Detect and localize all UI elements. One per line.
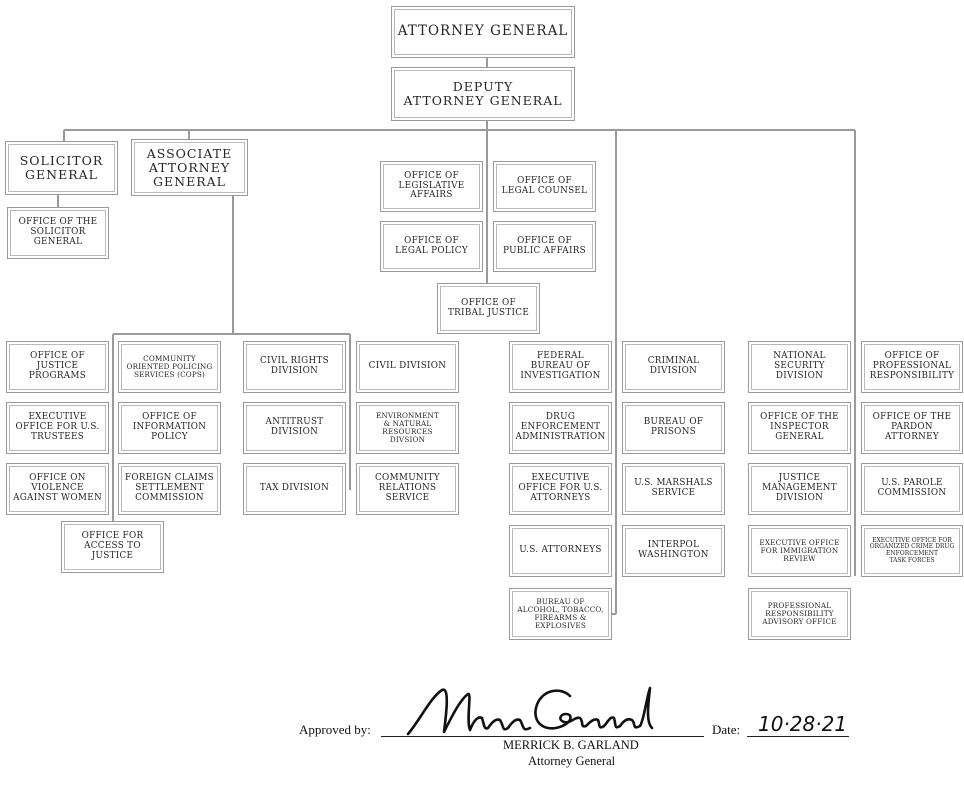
node-executive-office-for-ocdetf: EXECUTIVE OFFICE FOR ORGANIZED CRIME DRUG ENFORCEMENT TASK FORCES	[861, 525, 963, 577]
node-office-of-professional-responsibility: OFFICE OF PROFESSIONAL RESPONSIBILITY	[861, 341, 963, 393]
node-deputy-attorney-general: DEPUTY ATTORNEY GENERAL	[391, 67, 575, 121]
node-federal-bureau-of-investigation: FEDERAL BUREAU OF INVESTIGATION	[509, 341, 612, 393]
node-solicitor-general: SOLICITOR GENERAL	[5, 141, 118, 195]
node-justice-management-division: JUSTICE MANAGEMENT DIVISION	[748, 463, 851, 515]
node-bureau-of-alcohol-tobacco-firearms-explosives: BUREAU OF ALCOHOL, TOBACCO, FIREARMS & EXPLOSIVES	[509, 588, 612, 640]
node-executive-office-for-immigration-review: EXECUTIVE OFFICE FOR IMMIGRATION REVIEW	[748, 525, 851, 577]
node-national-security-division: NATIONAL SECURITY DIVISION	[748, 341, 851, 393]
approved-by-label: Approved by:	[299, 722, 371, 737]
node-office-of-information-policy: OFFICE OF INFORMATION POLICY	[118, 402, 221, 454]
node-community-relations-service: COMMUNITY RELATIONS SERVICE	[356, 463, 459, 515]
node-office-of-justice-programs: OFFICE OF JUSTICE PROGRAMS	[6, 341, 109, 393]
node-environment-natural-resources-division: ENVIRONMENT & NATURAL RESOURCES DIVSION	[356, 402, 459, 454]
node-us-parole-commission: U.S. PAROLE COMMISSION	[861, 463, 963, 515]
node-office-of-tribal-justice: OFFICE OF TRIBAL JUSTICE	[437, 283, 540, 334]
node-office-of-legal-policy: OFFICE OF LEGAL POLICY	[380, 221, 483, 272]
node-office-on-violence-against-women: OFFICE ON VIOLENCE AGAINST WOMEN	[6, 463, 109, 515]
node-antitrust-division: ANTITRUST DIVISION	[243, 402, 346, 454]
node-us-attorneys: U.S. ATTORNEYS	[509, 525, 612, 577]
signature-image	[400, 676, 670, 746]
node-bureau-of-prisons: BUREAU OF PRISONS	[622, 402, 725, 454]
node-civil-division: CIVIL DIVISION	[356, 341, 459, 393]
node-us-marshals-service: U.S. MARSHALS SERVICE	[622, 463, 725, 515]
node-interpol-washington: INTERPOL WASHINGTON	[622, 525, 725, 577]
node-office-of-legislative-affairs: OFFICE OF LEGISLATIVE AFFAIRS	[380, 161, 483, 212]
date-value: 10·28·21	[758, 712, 848, 736]
node-professional-responsibility-advisory-office: PROFESSIONAL RESPONSIBILITY ADVISORY OFFICE	[748, 588, 851, 640]
node-office-of-the-pardon-attorney: OFFICE OF THE PARDON ATTORNEY	[861, 402, 963, 454]
node-executive-office-for-us-attorneys: EXECUTIVE OFFICE FOR U.S. ATTORNEYS	[509, 463, 612, 515]
node-office-for-access-to-justice: OFFICE FOR ACCESS TO JUSTICE	[61, 521, 164, 573]
node-office-of-legal-counsel: OFFICE OF LEGAL COUNSEL	[493, 161, 596, 212]
date-label: Date:	[712, 722, 741, 737]
node-tax-division: TAX DIVISION	[243, 463, 346, 515]
node-drug-enforcement-administration: DRUG ENFORCEMENT ADMINISTRATION	[509, 402, 612, 454]
node-community-oriented-policing-services: COMMUNITY ORIENTED POLICING SERVICES (COPS)	[118, 341, 221, 393]
node-foreign-claims-settlement-commission: FOREIGN CLAIMS SETTLEMENT COMMISSION	[118, 463, 221, 515]
node-office-of-public-affairs: OFFICE OF PUBLIC AFFAIRS	[493, 221, 596, 272]
node-associate-attorney-general: ASSOCIATE ATTORNEY GENERAL	[131, 139, 248, 196]
node-attorney-general: ATTORNEY GENERAL	[391, 6, 575, 58]
node-criminal-division: CRIMINAL DIVISION	[622, 341, 725, 393]
signer-name: MERRICK B. GARLAND	[503, 738, 639, 752]
date-line	[747, 736, 849, 737]
node-office-of-the-solicitor-general: OFFICE OF THE SOLICITOR GENERAL	[7, 207, 109, 259]
node-office-of-the-inspector-general: OFFICE OF THE INSPECTOR GENERAL	[748, 402, 851, 454]
node-civil-rights-division: CIVIL RIGHTS DIVISION	[243, 341, 346, 393]
signer-title: Attorney General	[528, 754, 616, 768]
node-executive-office-for-us-trustees: EXECUTIVE OFFICE FOR U.S. TRUSTEES	[6, 402, 109, 454]
